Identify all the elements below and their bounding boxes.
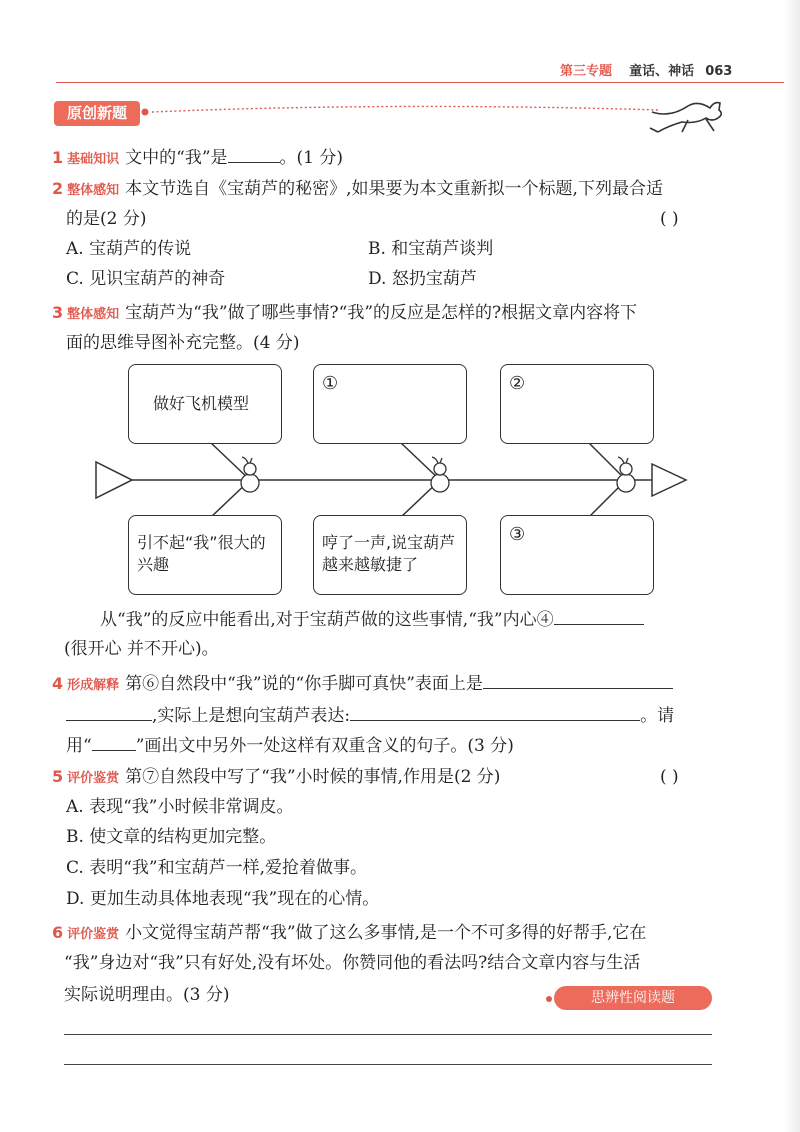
q4-text-line2b: 。请: [640, 706, 675, 726]
q6-category-badge: [554, 986, 712, 1010]
box-bottom-3-marker: ③: [509, 524, 526, 545]
question-4: [52, 672, 673, 697]
q4-answer-blank-2[interactable]: [66, 704, 152, 721]
q2-number: 2: [52, 179, 64, 198]
q5-option-d[interactable]: D. 更加生动具体地表现“我”现在的心情。: [66, 889, 380, 909]
q4-answer-blank-3[interactable]: [350, 704, 640, 721]
branch-top-3: [588, 442, 626, 480]
q3-tag: 整体感知: [67, 307, 120, 322]
q2-option-c[interactable]: C. 见识宝葫芦的神奇: [66, 269, 226, 289]
mind-map-box-top-1: [128, 364, 282, 444]
q5-number: 5: [52, 767, 64, 786]
q4-line3: [66, 734, 514, 757]
q2-text-line2: 的是(2 分): [66, 209, 147, 229]
q4-line2: [66, 704, 674, 727]
arrow-head-icon: [652, 464, 686, 496]
q2-text-line1: 本文节选自《宝葫芦的秘密》,如果要为本文重新拟一个标题,下列最合适: [125, 179, 663, 199]
header-rule: [56, 82, 791, 83]
box-bottom-1-text: 引不起“我”很大的兴趣: [137, 533, 266, 574]
q4-number: 4: [52, 674, 64, 693]
page-edge: [784, 0, 800, 1132]
q3-text-line2: 面的思维导图补充完整。(4 分): [66, 333, 300, 353]
q4-underline-sample: [92, 734, 136, 751]
question-3: [52, 302, 637, 326]
box-top-2-marker: ①: [322, 373, 339, 394]
question-2: [52, 178, 663, 202]
q4-text-line3b: ”画出文中另外一处这样有双重含义的句子。(3 分): [135, 736, 514, 756]
q1-tag: 基础知识: [67, 152, 120, 167]
question-1: [52, 146, 343, 171]
section-decoration: [140, 98, 800, 138]
q1-text: 文中的“我”是: [125, 148, 228, 168]
branch-top-1: [210, 442, 250, 480]
answer-line-1[interactable]: [64, 1034, 712, 1035]
branch-top-2: [400, 442, 440, 480]
cat-icon: [650, 103, 721, 132]
answer-line-2[interactable]: [64, 1064, 712, 1065]
mind-map-box-top-3[interactable]: [500, 364, 654, 444]
mind-map-box-bottom-1: [128, 515, 282, 595]
q3-conclusion: [100, 608, 644, 631]
q3-answer-blank-4[interactable]: [554, 608, 644, 625]
badge-dot-icon: [546, 996, 552, 1002]
q2-option-b[interactable]: B. 和宝葫芦谈判: [368, 239, 494, 259]
page-header: [560, 60, 732, 79]
header-section: 第三专题: [560, 64, 613, 79]
mind-map-box-bottom-2: [313, 515, 467, 595]
box-top-3-marker: ②: [509, 373, 526, 394]
header-topic: 童话、神话: [629, 64, 695, 79]
q6-tag: 评价鉴赏: [67, 927, 120, 942]
q4-text-line3a: 用“: [66, 736, 92, 756]
box-top-1-text: 做好飞机模型: [153, 394, 250, 413]
mind-map-box-top-2[interactable]: [313, 364, 467, 444]
dotted-line: [152, 106, 660, 112]
q2-option-d[interactable]: D. 怒扔宝葫芦: [368, 269, 477, 289]
arrow-tail-icon: [96, 462, 132, 498]
section-title: 原创新题: [66, 104, 127, 122]
box-bottom-2-text: 哼了一声,说宝葫芦越来越敏捷了: [322, 533, 456, 574]
q5-tag: 评价鉴赏: [67, 771, 120, 786]
section-title-badge: [54, 101, 140, 126]
q4-tag: 形成解释: [67, 678, 120, 693]
question-6: [52, 922, 646, 946]
q2-option-a[interactable]: A. 宝葫芦的传说: [66, 239, 192, 259]
q1-answer-blank[interactable]: [228, 146, 280, 163]
q5-text: 第⑦自然段中写了“我”小时候的事情,作用是(2 分): [125, 767, 501, 787]
dot-icon: [142, 109, 149, 116]
q6-badge-text: 思辨性阅读题: [591, 990, 675, 1006]
q5-option-c[interactable]: C. 表明“我”和宝葫芦一样,爱抢着做事。: [66, 858, 367, 878]
q1-text-after: 。(1 分): [279, 148, 344, 168]
q5-answer-bracket[interactable]: ( ): [660, 767, 679, 787]
q2-answer-bracket[interactable]: ( ): [660, 209, 679, 229]
q3-conclusion-choices: (很开心 并不开心)。: [64, 639, 219, 659]
q1-number: 1: [52, 148, 64, 167]
q3-text-line1: 宝葫芦为“我”做了哪些事情?“我”的反应是怎样的?根据文章内容将下: [125, 303, 638, 323]
q2-tag: 整体感知: [67, 183, 120, 198]
q4-answer-blank-1[interactable]: [483, 672, 673, 689]
q4-text-line1: 第⑥自然段中“我”说的“你手脚可真快”表面上是: [125, 674, 483, 694]
q4-text-line2a: ,实际上是想向宝葫芦表达:: [152, 706, 351, 726]
q3-conclusion-text: 从“我”的反应中能看出,对于宝葫芦做的这些事情,“我”内心④: [100, 610, 554, 630]
q5-option-b[interactable]: B. 使文章的结构更加完整。: [66, 827, 277, 847]
mind-map-box-bottom-3[interactable]: [500, 515, 654, 595]
question-5: [52, 766, 500, 790]
q5-option-a[interactable]: A. 表现“我”小时候非常调皮。: [66, 797, 294, 817]
q6-text-line2: “我”身边对“我”只有好处,没有坏处。你赞同他的看法吗?结合文章内容与生活: [64, 953, 641, 973]
header-page-number: 063: [705, 64, 733, 79]
q6-number: 6: [52, 923, 64, 942]
q6-text-line3: 实际说明理由。(3 分): [64, 985, 230, 1005]
q6-text-line1: 小文觉得宝葫芦帮“我”做了这么多事情,是一个不可多得的好帮手,它在: [125, 923, 647, 943]
q3-number: 3: [52, 303, 64, 322]
